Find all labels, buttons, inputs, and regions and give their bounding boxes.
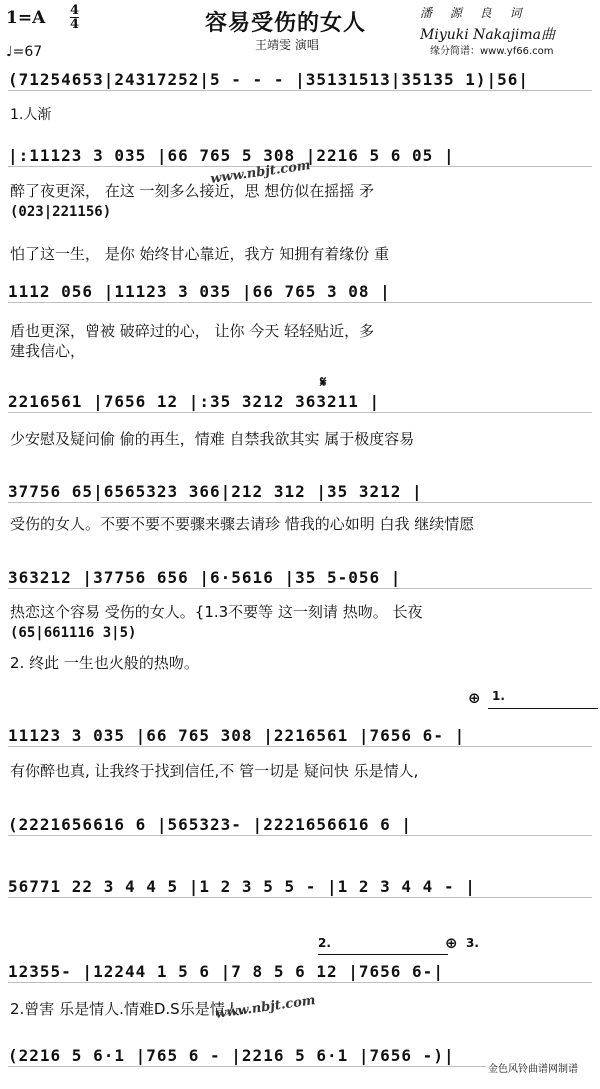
lyricist-credit: 潘 源 良 词 <box>420 6 529 20</box>
lyric-line: 建我信心， <box>10 342 86 360</box>
volta-3-label: 3. <box>466 936 479 950</box>
lyric-line: 2.曾害 乐是情人.情难D.S乐是情人. <box>10 1000 245 1018</box>
volta-1-label: 1. <box>492 689 505 703</box>
lyric-line: 醉了夜更深， 在这 一刻多么接近，思 想仿似在摇摇 矛 <box>10 182 375 200</box>
time-signature <box>70 4 79 31</box>
time-signature-top: 4 <box>70 3 80 18</box>
tempo-marking: ♩=67 <box>6 44 43 60</box>
lyric-line: 受伤的女人。不要不要不要骤来骤去请珍 惜我的心如明 白我 继续情愿 <box>10 515 475 533</box>
coda-icon: ⊕ <box>445 934 458 952</box>
notation-row: (71254653|24317252|5 - - - |35131513|35135 1)|56| <box>8 70 592 92</box>
song-title: 容易受伤的女人 <box>205 10 367 36</box>
watermark: www.nbjt.com <box>214 993 317 1022</box>
lyric-line: 有你醉也真, 让我终于找到信任,不 管一切是 疑问快 乐是情人, <box>10 762 419 780</box>
lyric-line: 盾也更深，曾被 破碎过的心， 让你 今天 轻轻贴近，多 <box>10 322 375 340</box>
notation-row: 56771 22 3 4 4 5 |1 2 3 5 5 - |1 2 3 4 4 - | <box>8 877 592 899</box>
watermark: www.nbjt.com <box>209 158 312 187</box>
lyric-line: (023|221156) <box>10 204 112 220</box>
notation-row: (2221656616 6 |565323- |2221656616 6 | <box>8 815 592 837</box>
coda-icon: ⊕ <box>468 689 481 707</box>
key-signature: 1=A <box>6 8 46 28</box>
lyric-line: 2. 终此 一生也火般的热吻。 <box>10 654 199 672</box>
footer-credit: 金色风铃曲谱网制谱 <box>488 1064 578 1075</box>
lyric-line: 少安慰及疑问偷 偷的再生，情难 自禁我欲其实 属于极度容易 <box>10 430 415 448</box>
source-site: 缘分简谱：www.yf66.com <box>430 46 554 57</box>
lyric-line: 热恋这个容易 受伤的女人。{1.3不要等 这一刻请 热吻。 长夜 <box>10 603 423 621</box>
lyric-line: 1.人渐 <box>10 107 52 123</box>
notation-row: 11123 3 035 |66 765 308 |2216561 |7656 6- | <box>8 726 592 748</box>
volta-2-label: 2. <box>318 936 331 950</box>
notation-row: 363212 |37756 656 |6·5616 |35 5-056 | <box>8 568 592 590</box>
composer-credit: Miyuki Nakajima曲 <box>420 27 556 43</box>
volta-bracket <box>318 954 448 955</box>
notation-row: 37756 65|6565323 366|212 312 |35 3212 | <box>8 482 592 504</box>
lyric-line: (65|661116 3|5) <box>10 625 137 641</box>
lyric-line: 怕了这一生， 是你 始终甘心靠近，我方 知拥有着缘份 重 <box>10 245 390 263</box>
time-signature-bottom: 4 <box>70 17 80 32</box>
notation-row: (2216 5 6·1 |765 6 - |2216 5 6·1 |7656 -)| <box>8 1046 486 1068</box>
volta-bracket <box>488 708 598 709</box>
notation-row: 12355- |12244 1 5 6 |7 8 5 6 12 |7656 6-| <box>8 962 592 984</box>
notation-row: 2216561 |7656 12 |:35 3212 363211 | <box>8 392 592 414</box>
notation-row: |:11123 3 035 |66 765 5 308 |2216 5 6 05 | <box>8 146 592 168</box>
singer-credit: 王靖雯 演唱 <box>255 38 319 52</box>
notation-row: 1112 056 |11123 3 035 |66 765 3 08 | <box>8 282 592 304</box>
segno-icon: 𝄋 <box>320 373 327 391</box>
